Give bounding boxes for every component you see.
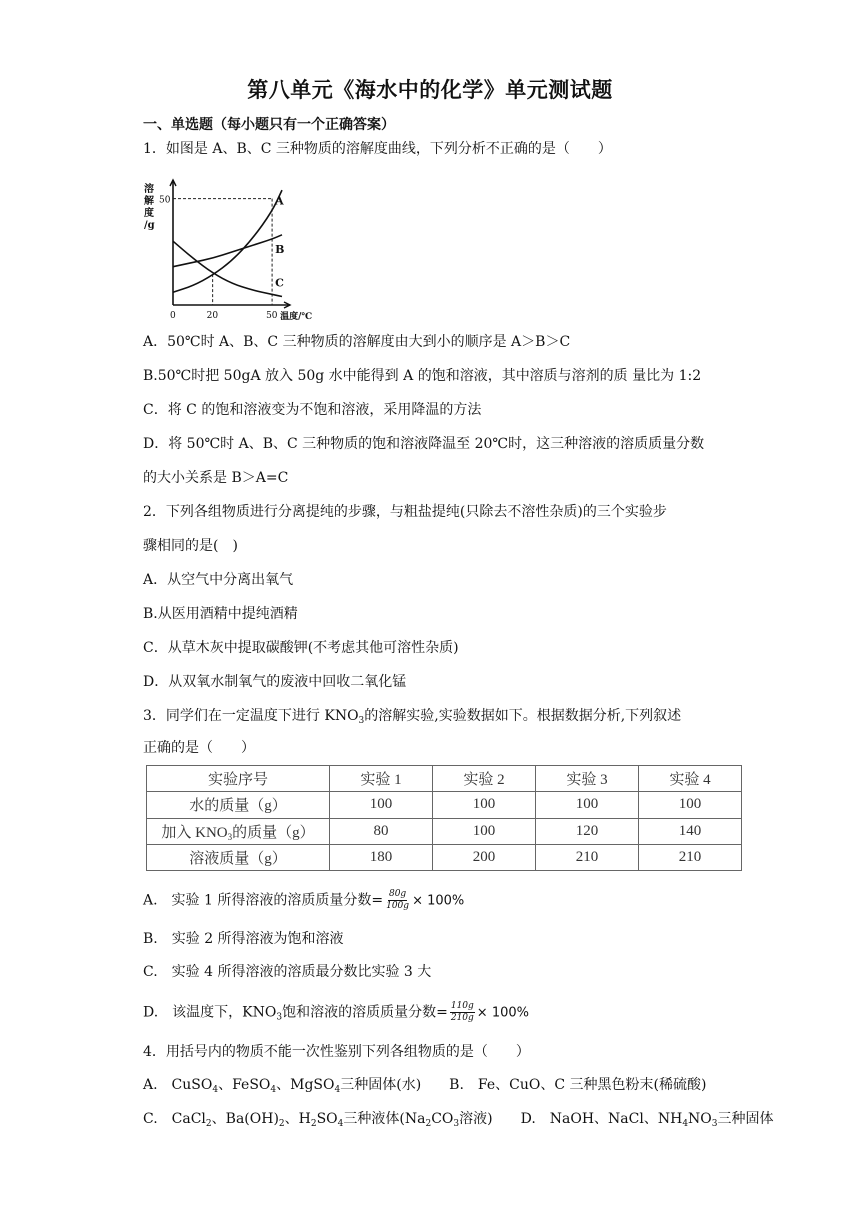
q1-option-d-cont: 的大小关系是 B＞A=C bbox=[143, 470, 289, 486]
q1-stem: 1．如图是 A、B、C 三种物质的溶解度曲线，下列分析不正确的是（ ） bbox=[143, 141, 612, 157]
table-cell: 100 bbox=[330, 792, 433, 818]
q4-options-ab: A. CuSO$_4$、FeSO$_4$、MgSO$_4$三种固体(水) B. Fe、CuO、C 三种黑色粉末(稀硫酸) bbox=[143, 1077, 707, 1095]
table-cell: 80 bbox=[330, 818, 433, 844]
page-title: 第八单元《海水中的化学》单元测试题 bbox=[247, 77, 613, 102]
section-heading: 一、单选题（每小题只有一个正确答案） bbox=[143, 117, 395, 133]
chart-axes bbox=[170, 180, 290, 308]
x-tick-label: 20 bbox=[206, 311, 219, 321]
fraction: $\frac{80g}{100g}$ bbox=[386, 889, 410, 911]
kno3-data-table bbox=[146, 765, 742, 871]
curve-label-b: B bbox=[275, 243, 285, 257]
table-row-label: 水的质量（g） bbox=[147, 792, 330, 818]
y-axis-label: /g bbox=[144, 220, 155, 231]
y-axis-label: 度 bbox=[144, 208, 154, 219]
table-cell: 100 bbox=[639, 792, 742, 818]
q3-option-b: B. 实验 2 所得溶液为饱和溶液 bbox=[143, 931, 344, 947]
curve-label-a: A bbox=[275, 194, 284, 208]
x-tick-label: 0 bbox=[170, 311, 176, 321]
q4-options-cd: C. CaCl$_2$、$Ba(OH)_2$、$H_2SO_4$三种液体($Na_2CO_3$溶液) D. NaOH、NaCl、$NH_4NO_3$三种固体 bbox=[143, 1111, 774, 1129]
q2-stem-cont: 骤相同的是( ) bbox=[143, 538, 238, 554]
q2-option-d: D．从双氧水制氧气的废液中回收二氧化锰 bbox=[143, 674, 407, 690]
table-cell: 100 bbox=[433, 792, 536, 818]
table-row-label: 加入 $KNO_3$的质量（g） bbox=[147, 818, 330, 844]
y-axis-label: 溶 bbox=[144, 184, 154, 195]
table-cell: 100 bbox=[536, 792, 639, 818]
q1-option-b: B.50℃时把 50gA 放入 50g 水中能得到 A 的饱和溶液，其中溶质与溶剂的质 量比为 1:2 bbox=[143, 368, 702, 384]
series-line-c bbox=[173, 241, 285, 296]
table-row bbox=[147, 844, 742, 870]
x-axis-label: 温度/℃ bbox=[280, 312, 313, 322]
q2-option-b: B.从医用酒精中提纯酒精 bbox=[143, 606, 298, 622]
q2-option-c: C．从草木灰中提取碳酸钾(不考虑其他可溶性杂质) bbox=[143, 640, 459, 656]
q1-option-d: D．将 50℃时 A、B、C 三种物质的饱和溶液降温至 20℃时，这三种溶液的溶质质量分数 bbox=[143, 436, 705, 452]
table-cell: 100 bbox=[433, 818, 536, 844]
q4-stem: 4．用括号内的物质不能一次性鉴别下列各组物质的是（ ） bbox=[143, 1044, 530, 1060]
table-cell: 210 bbox=[639, 844, 742, 870]
series-line-b bbox=[173, 235, 285, 267]
y-tick-label: 50 bbox=[159, 195, 171, 206]
fraction: $\frac{110g}{210g}$ bbox=[450, 1001, 474, 1023]
q1-option-c: C．将 C 的饱和溶液变为不饱和溶液，采用降温的方法 bbox=[143, 402, 482, 418]
q1-option-a: A．50℃时 A、B、C 三种物质的溶解度由大到小的顺序是 A＞B＞C bbox=[143, 334, 571, 350]
table-cell: 180 bbox=[330, 844, 433, 870]
chart-series bbox=[173, 190, 285, 296]
table-header-row bbox=[147, 766, 742, 792]
table-header-cell: 实验 2 bbox=[433, 766, 536, 792]
curve-label-c: C bbox=[275, 276, 284, 290]
table-cell: 140 bbox=[639, 818, 742, 844]
q3-stem-cont: 正确的是（ ） bbox=[143, 740, 255, 756]
y-axis-label: 解 bbox=[144, 196, 154, 207]
q2-option-a: A．从空气中分离出氧气 bbox=[143, 572, 294, 588]
table-header-cell: 实验 4 bbox=[639, 766, 742, 792]
table-header-cell: 实验序号 bbox=[147, 766, 330, 792]
q3-stem: 3．同学们在一定温度下进行 $KNO_3$的溶解实验,实验数据如下。根据数据分析,下列叙述 bbox=[143, 708, 682, 726]
table-cell: 200 bbox=[433, 844, 536, 870]
chart-labels bbox=[144, 182, 312, 322]
q2-stem: 2．下列各组物质进行分离提纯的步骤，与粗盐提纯(只除去不溶性杂质)的三个实验步 bbox=[143, 504, 667, 520]
x-tick-label: 50 bbox=[266, 311, 278, 321]
table-row-label: 溶液质量（g） bbox=[147, 844, 330, 870]
table-row bbox=[147, 792, 742, 818]
q3-option-d: D. 该温度下，$KNO_3$饱和溶液的溶质质量分数= $\frac{110g}{210g}$ × 100% bbox=[143, 1001, 529, 1023]
table-header-cell: 实验 1 bbox=[330, 766, 433, 792]
table-row bbox=[147, 818, 742, 844]
q3-option-c: C. 实验 4 所得溶液的溶质最分数比实验 3 大 bbox=[143, 964, 432, 980]
q3-option-a: A. 实验 1 所得溶液的溶质质量分数= $\frac{80g}{100g}$ × 100% bbox=[143, 889, 465, 911]
solubility-chart bbox=[140, 170, 313, 322]
table-header-cell: 实验 3 bbox=[536, 766, 639, 792]
table-cell: 210 bbox=[536, 844, 639, 870]
table-cell: 120 bbox=[536, 818, 639, 844]
